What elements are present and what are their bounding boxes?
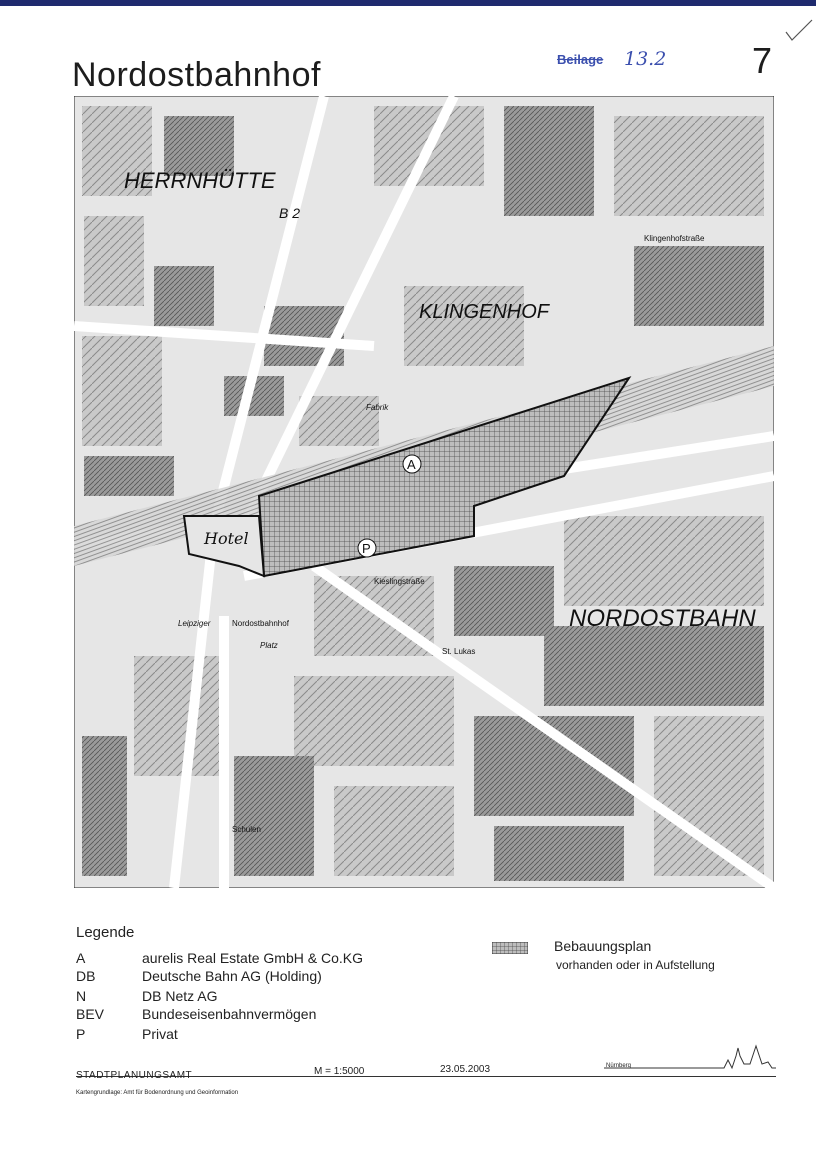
- legend-abbr: N: [76, 988, 87, 1004]
- street-label-kieslingstrasse: Kieslingstraße: [374, 577, 425, 586]
- page-title: Nordostbahnhof: [72, 56, 321, 94]
- checkmark-icon: [784, 18, 814, 46]
- footer-city: Nürnberg: [606, 1063, 632, 1069]
- district-label-nordostbahn: NORDOSTBAHN: [569, 605, 756, 632]
- street-label-leipziger: Leipziger: [178, 619, 211, 628]
- footer-date: 23.05.2003: [440, 1064, 491, 1075]
- footer-map-basis: Kartengrundlage: Amt für Bodenordnung und Geoinformation: [76, 1090, 239, 1096]
- legend-abbr: BEV: [76, 1006, 105, 1022]
- footer-scale: M = 1:5000: [314, 1066, 365, 1077]
- district-label-herrnhuette: HERRNHÜTTE: [124, 168, 276, 193]
- station-label: Nordostbahnhof: [232, 619, 289, 628]
- street-label-fabrik: Fabrik: [366, 403, 389, 412]
- legend-desc: Bundeseisenbahnvermögen: [142, 1006, 317, 1022]
- legend-desc: Deutsche Bahn AG (Holding): [142, 968, 322, 984]
- legend-abbr: A: [76, 950, 86, 966]
- bebauungsplan-swatch: [492, 942, 528, 954]
- street-label-st-lukas: St. Lukas: [442, 647, 476, 656]
- legend-abbr: DB: [76, 968, 96, 984]
- beilage-label: Beilage: [557, 52, 604, 67]
- footer-office: STADTPLANUNGSAMT: [76, 1070, 193, 1081]
- top-border: [0, 0, 816, 6]
- district-label-klingenhof: KLINGENHOF: [419, 301, 550, 323]
- owner-marker-a: A: [407, 457, 416, 472]
- street-label-platz: Platz: [260, 641, 278, 650]
- hotel-label: Hotel: [204, 529, 249, 548]
- legend-title: Legende: [76, 924, 135, 941]
- street-label-klingenhofstrasse: Klingenhofstraße: [644, 234, 705, 243]
- legend-abbr: P: [76, 1026, 86, 1042]
- owner-marker-p: P: [362, 541, 371, 556]
- bebauungsplan-label: Bebauungsplan: [554, 938, 652, 954]
- bebauungsplan-sublabel: vorhanden oder in Aufstellung: [556, 958, 715, 972]
- beilage-number: 13.2: [624, 48, 667, 70]
- road-marker: B 2: [279, 205, 301, 221]
- page-number: 7: [752, 40, 773, 81]
- site-map: [74, 96, 774, 888]
- street-label-schulen: Schulen: [232, 825, 261, 834]
- legend-desc: Privat: [142, 1026, 178, 1042]
- legend-desc: aurelis Real Estate GmbH & Co.KG: [142, 950, 363, 966]
- legend-desc: DB Netz AG: [142, 988, 218, 1004]
